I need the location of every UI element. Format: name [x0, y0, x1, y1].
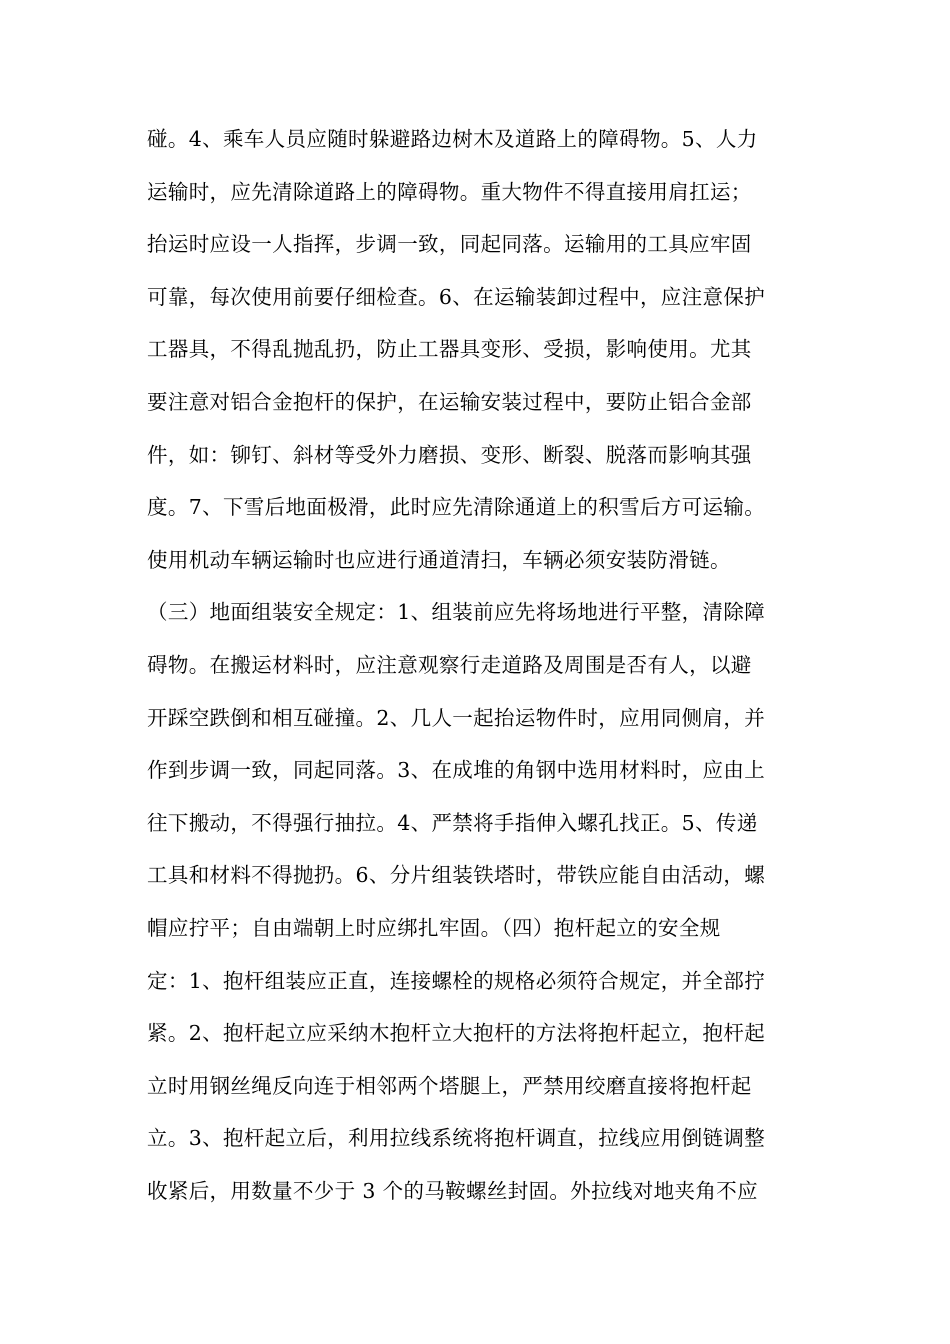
text-line: 工具和材料不得抛扔。6、分片组装铁塔时，带铁应能自由活动，螺: [147, 863, 766, 888]
text-line: 作到步调一致，同起同落。3、在成堆的角钢中选用材料时，应由上: [147, 758, 766, 783]
text-line: 碍物。在搬运材料时，应注意观察行走道路及周围是否有人，以避: [147, 652, 752, 677]
text-line: 收紧后，用数量不少于 3 个的马鞍螺丝封固。外拉线对地夹角不应: [147, 1178, 758, 1203]
text-line: 抬运时应设一人指挥，步调一致，同起同落。运输用的工具应牢固: [147, 232, 752, 257]
text-line: 件，如：铆钉、斜材等受外力磨损、变形、断裂、脱落而影响其强: [147, 442, 752, 467]
text-line: 定：1、抱杆组装应正直，连接螺栓的规格必须符合规定，并全部拧: [147, 968, 766, 993]
text-line: 立。3、抱杆起立后，利用拉线系统将抱杆调直，拉线应用倒链调整: [147, 1126, 766, 1151]
text-line: 可靠，每次使用前要仔细检查。6、在运输装卸过程中，应注意保护: [147, 284, 766, 309]
text-line: 往下搬动，不得强行抽拉。4、严禁将手指伸入螺孔找正。5、传递: [147, 810, 758, 835]
text-line: 要注意对铝合金抱杆的保护，在运输安装过程中，要防止铝合金部: [147, 389, 752, 414]
text-line: 工器具，不得乱抛乱扔，防止工器具变形、受损，影响使用。尤其: [147, 337, 752, 362]
text-line: 运输时，应先清除道路上的障碍物。重大物件不得直接用肩扛运；: [147, 179, 752, 204]
text-line: 立时用钢丝绳反向连于相邻两个塔腿上，严禁用绞磨直接将抱杆起: [147, 1073, 752, 1098]
text-line: （三）地面组装安全规定：1、组装前应先将场地进行平整，清除障: [147, 600, 766, 625]
text-line: 度。7、下雪后地面极滑，此时应先清除通道上的积雪后方可运输。: [147, 495, 766, 520]
text-line: 使用机动车辆运输时也应进行通道清扫，车辆必须安装防滑链。: [147, 547, 731, 572]
text-line: 碰。4、乘车人员应随时躲避路边树木及道路上的障碍物。5、人力: [147, 127, 758, 151]
text-line: 紧。2、抱杆起立应采纳木抱杆立大抱杆的方法将抱杆起立，抱杆起: [147, 1021, 766, 1046]
body-text: [147, 113, 807, 1217]
text-line: 帽应拧平；自由端朝上时应绑扎牢固。（四）抱杆起立的安全规: [147, 915, 721, 940]
text-line: 开踩空跌倒和相互碰撞。2、几人一起抬运物件时，应用同侧肩，并: [147, 705, 766, 730]
